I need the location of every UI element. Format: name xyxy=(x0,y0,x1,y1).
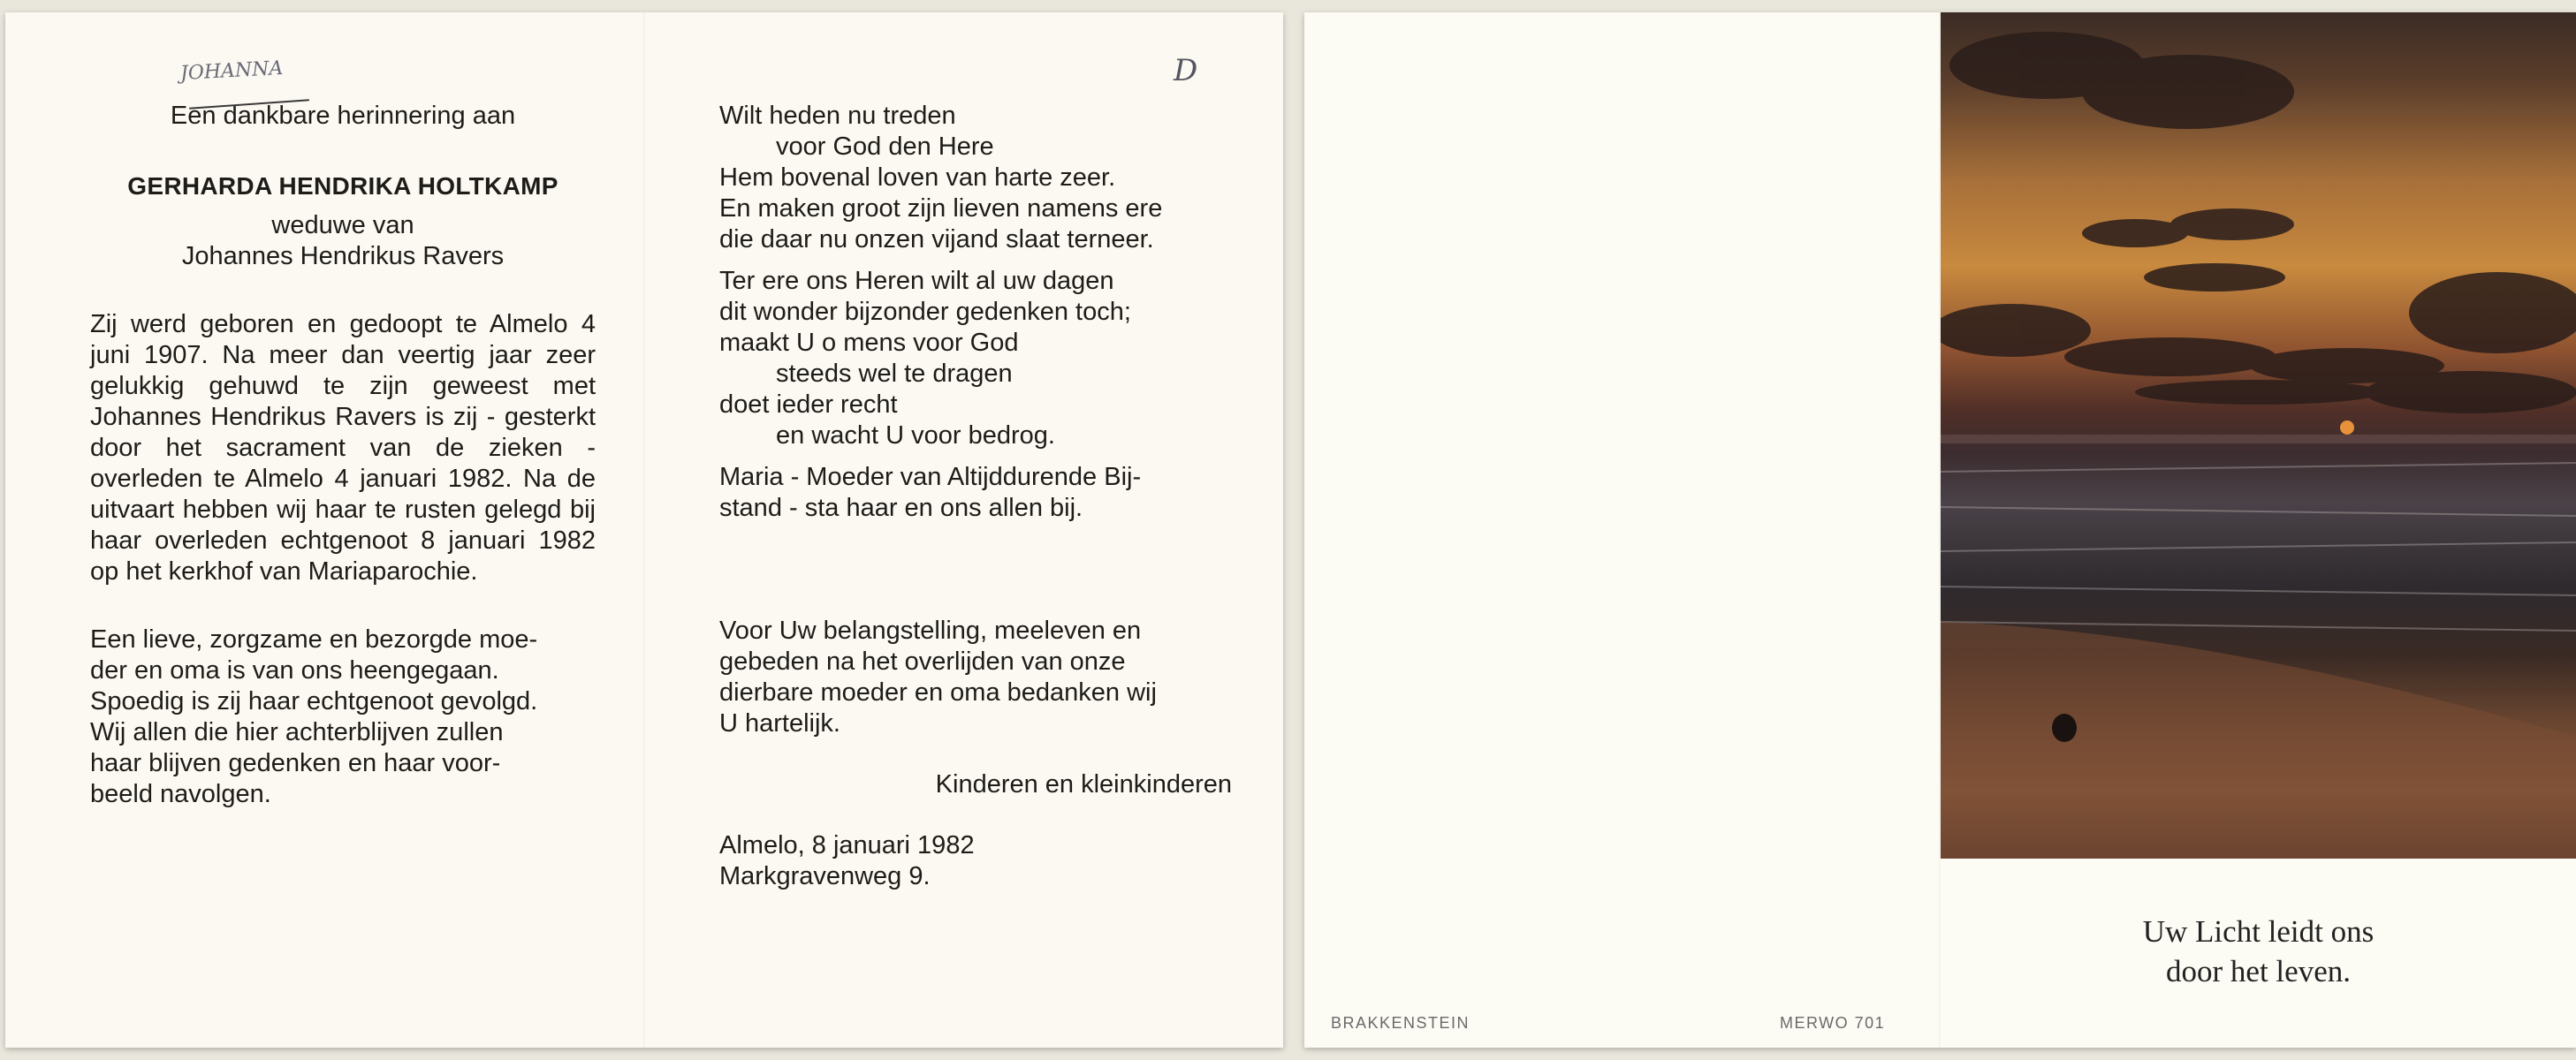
poem-stanza-1 xyxy=(719,101,1232,255)
poem-line: die daar nu onzen vijand slaat terneer. xyxy=(719,225,1154,254)
publisher-label: BRAKKENSTEIN xyxy=(1331,1014,1470,1032)
corner-handwritten-mark: D xyxy=(1174,53,1198,88)
tribute-line: Spoedig is zij haar echtgenoot gevolgd. xyxy=(90,687,538,716)
memorial-card-inner xyxy=(5,12,1283,1048)
prayer-line: Maria - Moeder van Altijddurende Bij- xyxy=(719,463,1142,491)
thanks-line: dierbare moeder en oma bedanken wij xyxy=(719,678,1157,707)
poem-line: Ter ere ons Heren wilt al uw dagen xyxy=(719,267,1114,295)
tribute-line: Wij allen die hier achterblijven zullen xyxy=(90,718,504,746)
poem-stanza-2 xyxy=(719,266,1232,451)
poem-line: Hem bovenal loven van harte zeer. xyxy=(719,163,1116,192)
prayer-paragraph xyxy=(719,462,1232,524)
place-date: Almelo, 8 januari 1982 xyxy=(719,831,975,859)
tribute-line: der en oma is van ons heengegaan. xyxy=(90,656,499,685)
thanks-line: Voor Uw belangstelling, meeleven en xyxy=(719,617,1142,645)
poem-line: dit wonder bijzonder gedenken toch; xyxy=(719,298,1131,326)
poem-line: en wacht U voor bedrog. xyxy=(776,421,1055,450)
thanks-line: gebeden na het overlijden van onze xyxy=(719,647,1126,676)
poem-line: steeds wel te dragen xyxy=(776,360,1013,388)
tribute-paragraph xyxy=(90,625,596,810)
memorial-card-outer xyxy=(1304,12,2576,1048)
sunset-sea-photo xyxy=(1941,12,2576,859)
sunset-photo-overlay xyxy=(1941,12,2576,859)
sun-icon xyxy=(2340,420,2354,435)
thanks-paragraph xyxy=(719,616,1232,739)
fold-line xyxy=(643,12,645,1048)
deceased-name: GERHARDA HENDRIKA HOLTKAMP xyxy=(127,172,559,200)
handwritten-correction: JOHANNA xyxy=(179,57,284,86)
address: Markgravenweg 9. xyxy=(719,862,931,890)
prayer-line: stand - sta haar en ons allen bij. xyxy=(719,494,1083,522)
tribute-line: beeld navolgen. xyxy=(90,780,271,808)
poem-line: maakt U o mens voor God xyxy=(719,329,1019,357)
caption-line: Uw Licht leidt ons xyxy=(2142,914,2375,949)
tribute-line: Een lieve, zorgzame en bezorgde moe- xyxy=(90,625,538,654)
biography-paragraph: Zij werd geboren en gedoopt te Almelo 4 juni 1907. Na meer dan veertig jaar zeer gelukkig gehuwd te zijn geweest met Johannes Hendrikus Ravers is zij - gesterkt door het sacrament van de zieken - overleden te Almelo 4 januari 1982. Na de uitvaart hebben wij haar te rusten gelegd bij haar overleden echtgenoot 8 januari 1982 op het kerkhof van Mariaparochie. xyxy=(90,310,596,586)
caption-line: door het leven. xyxy=(2166,954,2351,988)
tribute-line: haar blijven gedenken en haar voor- xyxy=(90,749,501,777)
spouse-name: Johannes Hendrikus Ravers xyxy=(181,242,505,270)
intro-line: Een dankbare herinnering aan xyxy=(170,102,516,130)
poem-line: En maken groot zijn lieven namens ere xyxy=(719,194,1163,223)
widow-line: weduwe van xyxy=(271,211,414,239)
product-code: MERWO 701 xyxy=(1780,1014,1886,1032)
poem-line: doet ieder recht xyxy=(719,390,898,419)
photo-caption xyxy=(1941,912,2576,991)
signature: Kinderen en kleinkinderen xyxy=(935,770,1232,799)
left-column xyxy=(90,101,596,810)
thanks-line: U hartelijk. xyxy=(719,709,840,738)
poem-line: Wilt heden nu treden xyxy=(719,102,956,130)
poem-line: voor God den Here xyxy=(776,132,994,161)
right-column xyxy=(719,101,1232,892)
